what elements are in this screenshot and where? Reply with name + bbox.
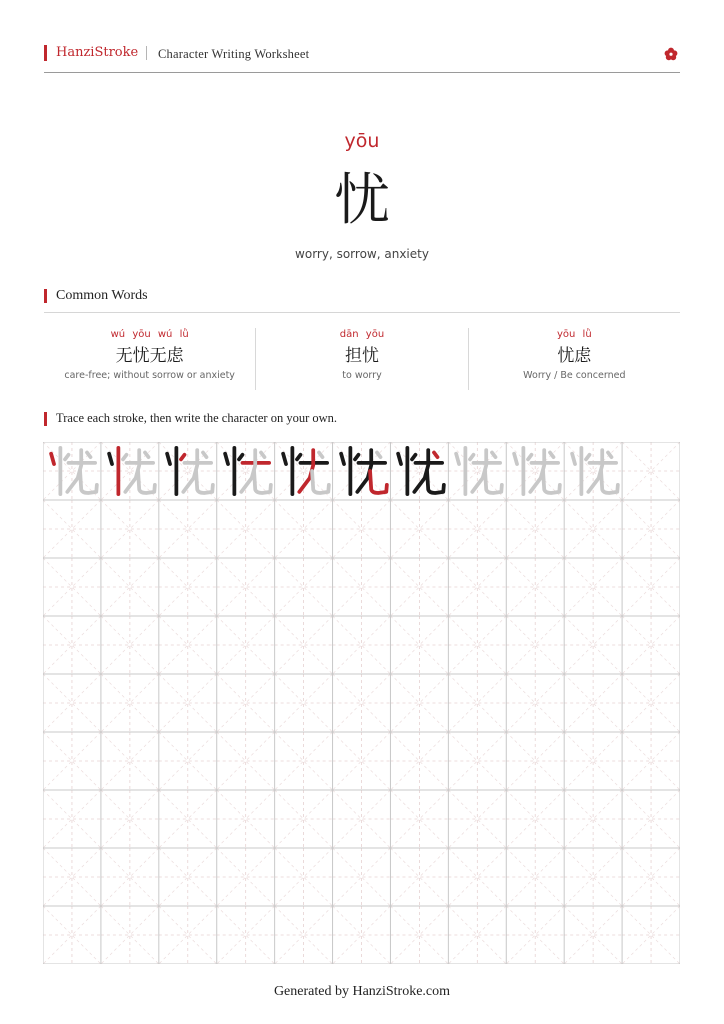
character-meaning: worry, sorrow, anxiety bbox=[295, 247, 429, 261]
flower-icon bbox=[664, 47, 678, 61]
common-words-list bbox=[44, 328, 680, 390]
trace-character bbox=[448, 442, 506, 500]
word-hanzi: 担忧 bbox=[344, 346, 379, 366]
word-card bbox=[255, 328, 467, 390]
common-words-section bbox=[44, 288, 680, 313]
practice-grid[interactable] bbox=[43, 442, 680, 964]
practice-instruction: Trace each stroke, then write the character on your own. bbox=[56, 411, 338, 425]
practice-section bbox=[44, 411, 680, 429]
trace-character bbox=[564, 442, 622, 500]
word-hanzi: 无忧无虑 bbox=[115, 346, 184, 366]
stroke-order-step bbox=[101, 442, 159, 500]
word-pinyin: wú yōu wú lǜ bbox=[110, 329, 189, 340]
word-pinyin: yōu lǜ bbox=[556, 329, 592, 340]
worksheet-subtitle: Character Writing Worksheet bbox=[158, 47, 310, 61]
trace-character bbox=[506, 442, 564, 500]
character-hanzi: 忧 bbox=[334, 168, 390, 233]
grid-lines bbox=[43, 442, 680, 964]
footer-credit: Generated by HanziStroke.com bbox=[273, 984, 451, 999]
word-english: care-free; without sorrow or anxiety bbox=[64, 370, 235, 381]
worksheet-header bbox=[44, 44, 680, 73]
brand-name[interactable]: HanziStroke bbox=[56, 45, 139, 60]
brand-accent-bar bbox=[44, 45, 47, 61]
word-english: to worry bbox=[342, 370, 382, 381]
header-divider bbox=[146, 46, 147, 60]
word-english: Worry / Be concerned bbox=[523, 370, 626, 381]
stroke-order-step bbox=[390, 442, 448, 500]
stroke-order-step bbox=[217, 442, 275, 500]
character-pinyin: yōu bbox=[344, 130, 380, 152]
stroke-order-step bbox=[159, 442, 217, 500]
stroke-order-step bbox=[333, 442, 391, 500]
word-hanzi: 忧虑 bbox=[557, 346, 592, 366]
section-accent-bar bbox=[44, 289, 47, 303]
word-card bbox=[468, 328, 680, 390]
common-words-title: Common Words bbox=[56, 288, 148, 303]
stroke-order-step bbox=[275, 442, 333, 500]
section-accent-bar bbox=[44, 412, 47, 426]
word-pinyin: dān yōu bbox=[339, 329, 385, 340]
stroke-order-step bbox=[43, 442, 101, 500]
word-card bbox=[44, 328, 255, 390]
